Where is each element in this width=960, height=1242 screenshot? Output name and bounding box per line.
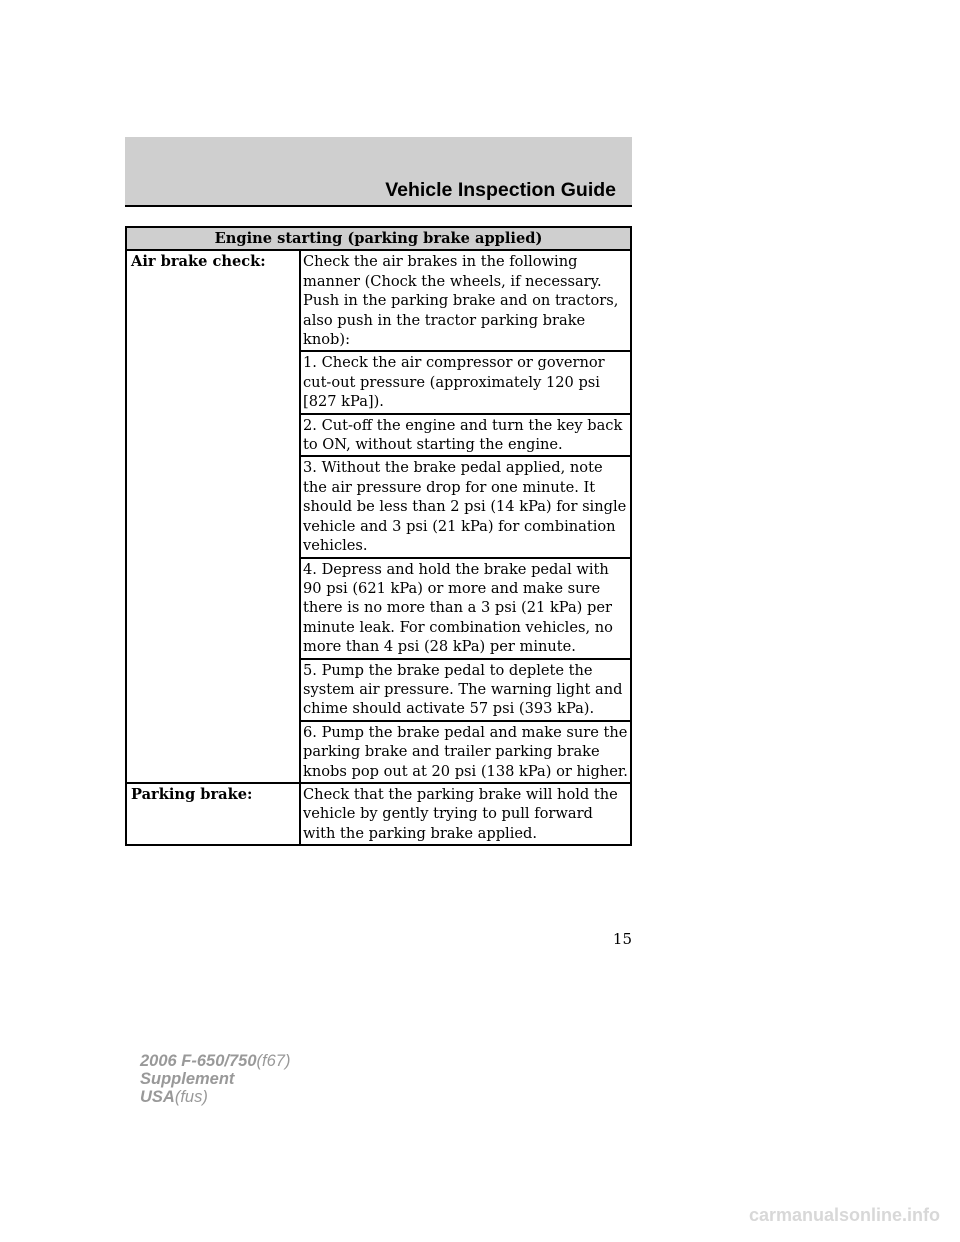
- table-cell: 2. Cut-off the engine and turn the key back to ON, without starting the engine.: [300, 414, 631, 457]
- inspection-table: [125, 226, 632, 846]
- table-cell: Check the air brakes in the following manner (Chock the wheels, if necessary. Push in the parking brake and on tractors, also push in the tractor parking brake knob):: [300, 250, 631, 351]
- page-title: Vehicle Inspection Guide: [385, 179, 616, 201]
- table-cell: 3. Without the brake pedal applied, note the air pressure drop for one minute. It should be less than 2 psi (14 kPa) for single vehicle and 3 psi (21 kPa) for combination vehicles.: [300, 456, 631, 557]
- footer-model-code: (f67): [256, 1052, 291, 1070]
- header-divider: [125, 205, 632, 207]
- footer-line-region: [140, 1088, 290, 1106]
- table-cell: Check that the parking brake will hold the vehicle by gently trying to pull forward with the parking brake applied.: [300, 783, 631, 845]
- page-number: 15: [612, 930, 632, 948]
- table-row: [126, 250, 631, 351]
- watermark: carmanualsonline.info: [748, 1205, 940, 1225]
- table-cell: 6. Pump the brake pedal and make sure the parking brake and trailer parking brake knobs pop out at 20 psi (138 kPa) or higher.: [300, 721, 631, 783]
- document-footer: [140, 1052, 290, 1106]
- table-heading-row: [126, 227, 631, 250]
- header-band: [125, 137, 632, 205]
- footer-region: USA: [140, 1088, 175, 1106]
- footer-supplement: Supplement: [140, 1070, 235, 1088]
- footer-line-model: [140, 1052, 290, 1070]
- table-cell: 1. Check the air compressor or governor cut-out pressure (approximately 120 psi [827 kPa]).: [300, 351, 631, 413]
- footer-model: 2006 F-650/750: [140, 1052, 257, 1070]
- row-label-air-brake-check: Air brake check:: [126, 250, 300, 783]
- footer-region-code: (fus): [174, 1088, 208, 1106]
- table-row: [126, 783, 631, 845]
- table-heading: Engine starting (parking brake applied): [126, 227, 631, 250]
- row-label-parking-brake: Parking brake:: [126, 783, 300, 845]
- table-cell: 5. Pump the brake pedal to deplete the system air pressure. The warning light and chime should activate 57 psi (393 kPa).: [300, 659, 631, 721]
- table-cell: 4. Depress and hold the brake pedal with 90 psi (621 kPa) or more and make sure there is no more than a 3 psi (21 kPa) per minute leak. For combination vehicles, no more than 4 psi (28 kPa) per minute.: [300, 558, 631, 659]
